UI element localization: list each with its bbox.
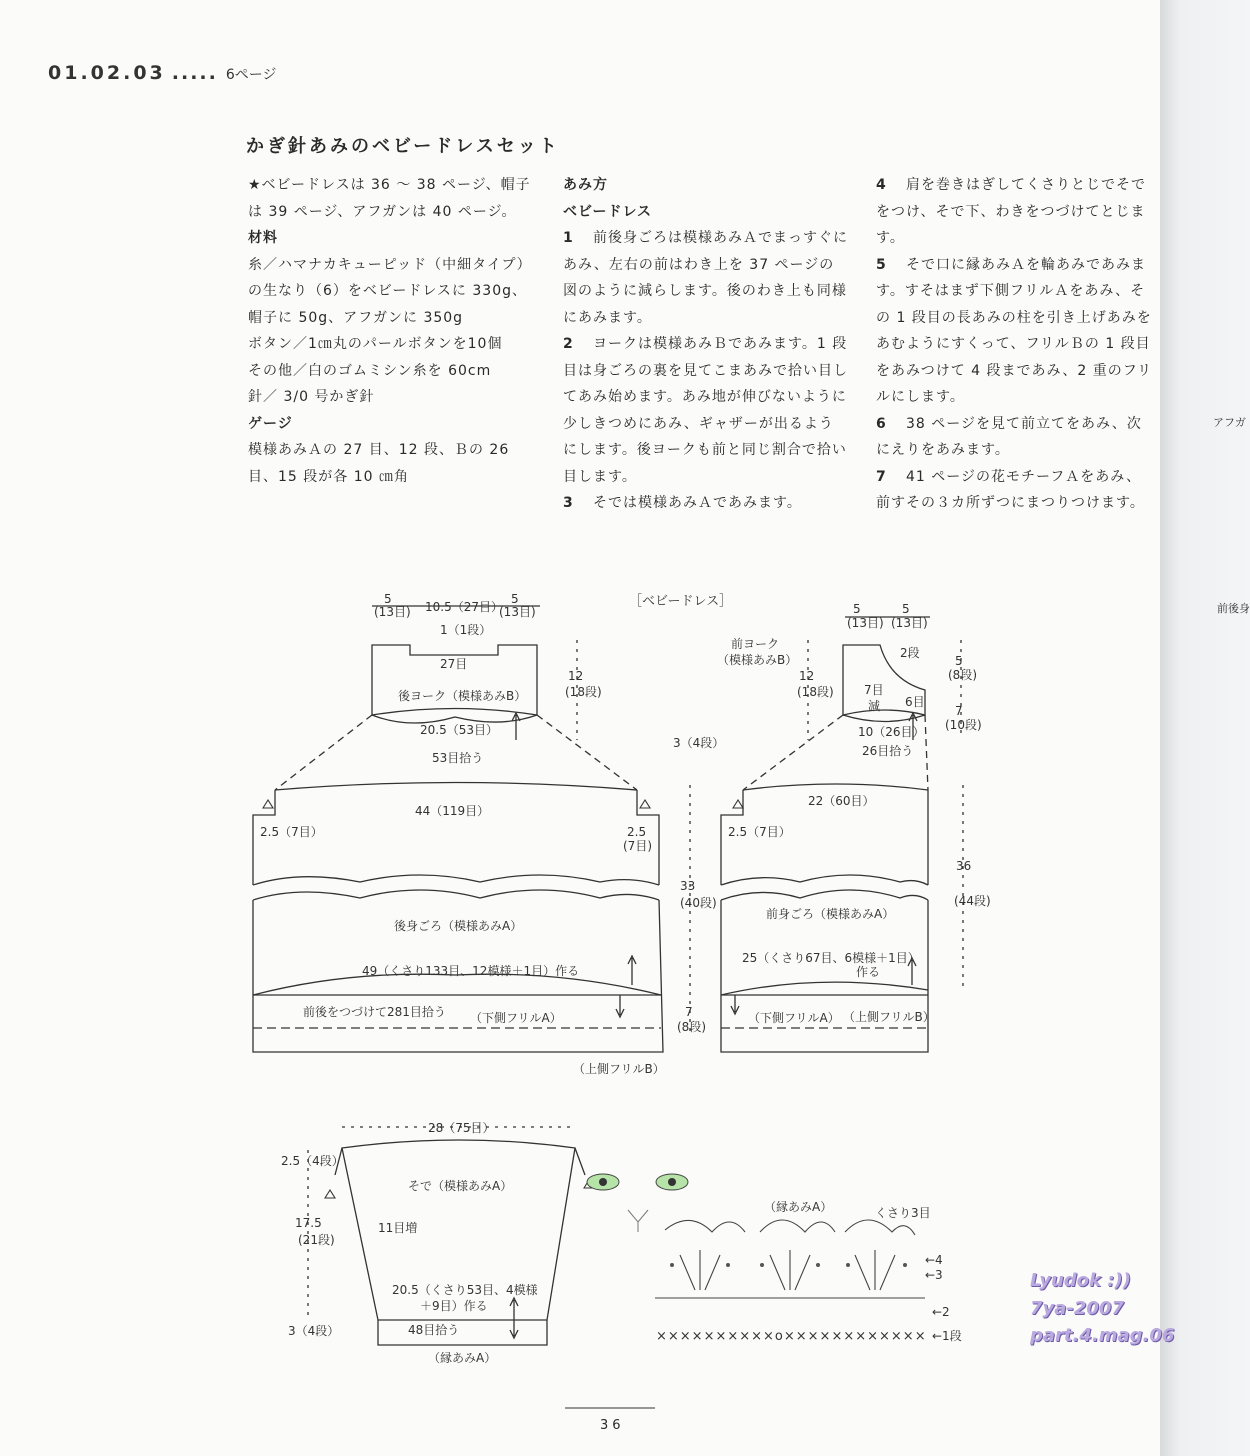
bb-join: 前後をつづけて281目拾う (303, 1005, 446, 1019)
sl-edge: （縁あみA） (428, 1351, 497, 1365)
fb-h36: 36 (956, 859, 972, 873)
fy-st6: 6目 (905, 695, 925, 709)
fy-top-left: 5 (853, 602, 861, 616)
bb-h7: 7 (685, 1005, 693, 1019)
back-yoke-label: 後ヨーク（模様あみB） (398, 689, 527, 703)
edging-r4: ←4 (925, 1253, 943, 1267)
edging-x-row: ××××××××××o×××××××××××× (656, 1329, 927, 1344)
fy-dec-label: 減 (868, 699, 881, 713)
by-height-sub: (18段) (565, 685, 602, 699)
fy-dec7: 7目 (864, 683, 884, 697)
by-pickup: 53目拾う (432, 751, 484, 765)
back-yoke-outline (372, 645, 537, 715)
step-3: 3 そでは模様あみＡであみます。 (563, 495, 802, 511)
bb-top: 44（119目） (415, 804, 490, 818)
step-4: 4 肩を巻きはぎしてくさりとじでそでをつけ、そで下、わきをつづけてとじます。 (876, 177, 1146, 246)
sl-top: 28（75目） (428, 1121, 495, 1135)
intro-text: ★ベビードレスは 36 ～ 38 ページ、帽子は 39 ページ、アフガンは 40 ページ。 (248, 177, 531, 220)
material-item: ボタン／1㎝丸のパールボタンを10個 (248, 336, 503, 352)
sl-h175-sub: (21段) (298, 1233, 335, 1247)
sl-h25: 2.5（4段） (281, 1154, 344, 1168)
material-item: 糸／ハマナカキューピッド（中細タイプ）の生なり（6）をベビードレスに 330g、帽子に 50g、アフガンに 350g (248, 256, 532, 326)
front-body-break-1 (721, 875, 928, 885)
by-height: 12 (568, 669, 584, 683)
sl-h3: 3（4段） (288, 1324, 340, 1338)
bb-h33-sub: (40段) (680, 896, 717, 910)
sl-h175: 17.5 (295, 1216, 322, 1230)
bb-cast: 49（くさり133目、12模様＋1目）作る (362, 964, 580, 978)
fb-cast2: 作る (856, 965, 881, 979)
step-2: 2 ヨークは模様あみＢであみます。1 段目は身ごろの裏を見てこまあみで拾い目してあみ始めます。あみ地が伸びないように少しきつめにあみ、ギャザーが出るようにします。後ヨークも前と同じ割合で拾い目します。 (563, 336, 848, 485)
bb-side-right-sub: (7目) (623, 839, 652, 853)
fy-r7-sub: (10段) (945, 718, 982, 732)
front-yoke-label: 前ヨーク (731, 637, 780, 651)
watermark-line-1: Lyudok :)) (1030, 1270, 1131, 1291)
step-1: 1 前後身ごろは模様あみＡでまっすぐにあみ、左右の前はわき上を 37 ページの図のように減らします。後のわき上も同様にあみます。 (563, 230, 848, 326)
header-dots: ..... (171, 62, 218, 84)
sl-inc: 11目増 (378, 1221, 418, 1235)
sleeve-cuff (378, 1320, 547, 1345)
bb-h3: 3（4段） (673, 736, 725, 750)
front-body-top (743, 784, 928, 790)
step-6: 6 38 ページを見て前立てをあみ、次にえりをあみます。 (876, 415, 1142, 458)
side-label-afghan: アフガ (1213, 416, 1246, 429)
by-width: 20.5（53目） (420, 723, 498, 737)
edging-r2: ←2 (932, 1305, 950, 1319)
cat-face-decoration (587, 1174, 688, 1232)
method-heading: あみ方 (563, 177, 608, 193)
by-top-left-sub: (13目) (374, 605, 411, 619)
fb-top: 22（60目） (808, 794, 875, 808)
bb-h33: 33 (680, 879, 696, 893)
by-top-left: 5 (384, 592, 392, 606)
sleeve-label: そで（模様あみA） (408, 1179, 513, 1193)
by-top-mid: 10.5（27目） (425, 600, 503, 614)
fb-h36-sub: (44段) (954, 894, 991, 908)
front-body-break-2 (721, 890, 928, 900)
fy-top-right: 5 (902, 602, 910, 616)
bb-frill-upper: （上側フリルB） (573, 1062, 665, 1076)
bb-side-left: 2.5（7目） (260, 825, 323, 839)
edging-r1: ←1段 (932, 1329, 962, 1343)
page-reference: 6ページ (225, 67, 277, 83)
front-body-lower (721, 900, 928, 1052)
method-subheading: ベビードレス (563, 203, 653, 220)
watermark-line-2: 7ya-2007 (1030, 1298, 1124, 1319)
fy-r5: 5 (955, 654, 963, 668)
materials-heading: 材料 (248, 230, 278, 246)
edging-dots (670, 1263, 907, 1267)
edging-chain: くさり3目 (875, 1206, 931, 1220)
back-body-break-1 (253, 875, 659, 885)
fy-width: 10（26目） (858, 725, 925, 739)
back-body-label: 後身ごろ（模様あみA） (394, 919, 523, 933)
fb-side-left: 2.5（7目） (728, 825, 791, 839)
step-5: 5 そで口に縁あみＡを輪あみであみます。すそはまず下側フリルＡをあみ、その 1 段目の長あみの柱を引き上げあみをあむようにすくって、フリルＢの 1 段目をあみつけて 4 段まであみ、2 重のフリルにします。 (876, 256, 1153, 405)
material-item: その他／白のゴムミシン糸を 60cm (248, 362, 492, 379)
bb-side-right: 2.5 (627, 825, 647, 839)
fy-r5-sub: (8段) (948, 668, 977, 682)
fy-height: 12 (799, 669, 815, 683)
sl-cast: 20.5（くさり53目、4模様 (392, 1283, 538, 1297)
fy-r7: 7 (955, 704, 963, 718)
fb-frill-upper: （上側フリルB） (843, 1010, 935, 1024)
front-yoke-label-sub: （模様あみB） (717, 653, 798, 667)
by-top-right: 5 (511, 592, 519, 606)
back-yoke-scallop (372, 715, 537, 723)
gauge-heading: ゲージ (248, 415, 293, 432)
material-item: 針／ 3/0 号かぎ針 (248, 389, 375, 405)
by-neck: 27目 (440, 657, 468, 671)
page-number: 36 (600, 1418, 625, 1433)
front-body-label: 前身ごろ（模様あみA） (766, 907, 895, 921)
watermark-line-3: part.4.mag.06 (1030, 1325, 1175, 1346)
edging-r3: ←3 (925, 1268, 943, 1282)
back-body-break-2 (253, 890, 659, 900)
fb-frill-lower: （下側フリルA） (748, 1011, 840, 1025)
step-7: 7 41 ページの花モチーフＡをあみ、前すその３カ所ずつにまつりつけます。 (876, 468, 1145, 511)
fy-top-left-sub: (13目) (847, 616, 884, 630)
fy-top-right-sub: (13目) (891, 616, 928, 630)
edging-chart (655, 1220, 925, 1298)
fy-pickup: 26目拾う (862, 744, 914, 758)
back-body-top (275, 783, 637, 791)
fy-rows2: 2段 (900, 646, 920, 660)
gauge-text: 模様あみＡの 27 目、12 段、Ｂの 26 目、15 段が各 10 ㎝角 (248, 442, 510, 485)
sl-pickup: 48目拾う (408, 1323, 460, 1337)
side-label-front: 前後身 (1217, 602, 1250, 615)
by-row1: 1（1段） (440, 623, 492, 637)
fy-height-sub: (18段) (797, 685, 834, 699)
sl-cast2: ＋9目）作る (420, 1299, 488, 1313)
bb-frill-lower: （下側フリルA） (470, 1011, 562, 1025)
pattern-code: 01.02.03 (48, 62, 166, 84)
page-title: かぎ針あみのベビードレスセット (246, 136, 560, 157)
bb-h7-sub: (8段) (677, 1020, 706, 1034)
fb-cast: 25（くさり67目、6模様＋1目） (742, 951, 920, 965)
section-title: ［ベビードレス］ (629, 594, 733, 609)
edging-title: （縁あみA） (764, 1200, 833, 1214)
by-top-right-sub: (13目) (499, 605, 536, 619)
